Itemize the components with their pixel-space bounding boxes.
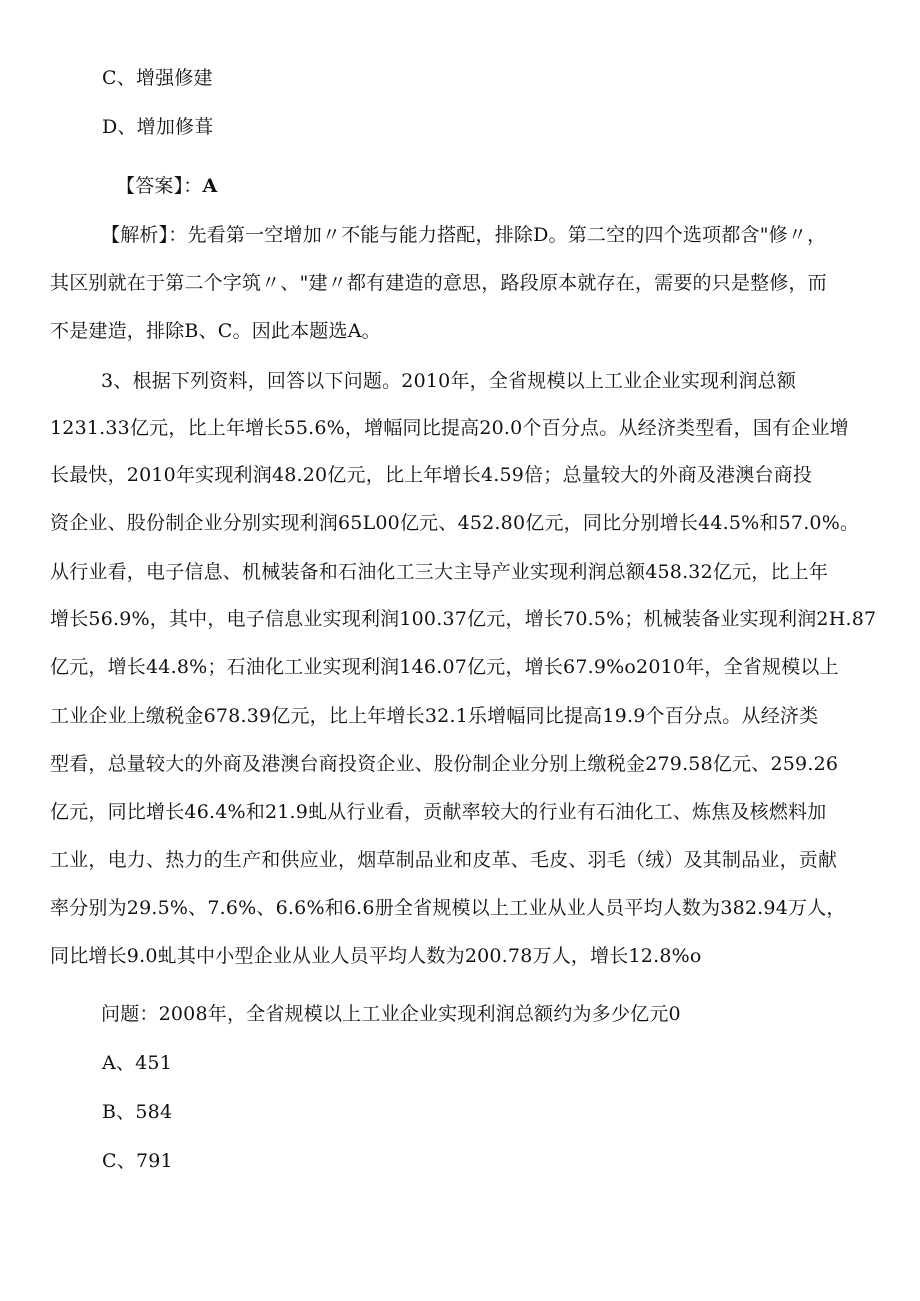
- answer-label: 【答案】：: [116, 175, 203, 197]
- answer-letter: A: [202, 175, 218, 197]
- question-text: 问题：2008年，全省规模以上工业企业实现利润总额约为多少亿元0: [101, 1003, 681, 1025]
- passage-line-3: 长最快，2010年实现利润48.20亿元，比上年增长4.59倍；总量较大的外商及港澳台商投: [50, 464, 813, 486]
- passage-line-4: 资企业、股份制企业分别实现利润65L00亿元、452.80亿元，同比分别增长44.5%和57.0%。: [50, 512, 860, 534]
- explanation-line-1: 【解析】：先看第一空增加〃不能与能力搭配，排除D。第二空的四个选项都含"修〃，: [101, 224, 827, 246]
- option-d-previous: D、增加修葺: [102, 116, 214, 138]
- answer-line: [116, 173, 217, 199]
- passage-line-1: 3、根据下列资料，回答以下问题。2010年，全省规模以上工业企业实现利润总额: [101, 370, 797, 392]
- passage-line-11: 工业，电力、热力的生产和供应业，烟草制品业和皮革、毛皮、羽毛（绒）及其制品业，贡献: [50, 849, 838, 871]
- explanation-line-2: 其区别就在于第二个字筑〃、"建〃都有建造的意思，路段原本就存在，需要的只是整修，而: [50, 272, 827, 294]
- option-c: C、791: [102, 1150, 173, 1172]
- passage-line-7: 亿元，增长44.8%；石油化工业实现利润146.07亿元，增长67.9%o2010年，全省规模以上: [50, 656, 839, 678]
- explanation-line-3: 不是建造，排除B、C。因此本题选A。: [50, 320, 381, 342]
- passage-line-9: 型看，总量较大的外商及港澳台商投资企业、股份制企业分别上缴税金279.58亿元、259.26: [50, 753, 839, 775]
- option-b: B、584: [102, 1101, 173, 1123]
- option-a: A、451: [102, 1052, 172, 1074]
- passage-line-13: 同比增长9.0虬其中小型企业从业人员平均人数为200.78万人，增长12.8%o: [50, 945, 702, 967]
- passage-line-12: 率分别为29.5%、7.6%、6.6%和6.6册全省规模以上工业从业人员平均人数为382.94万人，: [50, 897, 846, 919]
- option-c-previous: C、增强修建: [102, 67, 213, 89]
- passage-line-6: 增长56.9%，其中，电子信息业实现利润100.37亿元，增长70.5%；机械装备业实现利润2H.87: [50, 608, 877, 630]
- passage-line-5: 从行业看，电子信息、机械装备和石油化工三大主导产业实现利润总额458.32亿元，比上年: [50, 561, 829, 583]
- passage-line-10: 亿元，同比增长46.4%和21.9虬从行业看，贡献率较大的行业有石油化工、炼焦及核燃料加: [50, 801, 827, 823]
- passage-line-2: 1231.33亿元，比上年增长55.6%，增幅同比提高20.0个百分点。从经济类型看，国有企业增: [50, 417, 849, 439]
- passage-line-8: 工业企业上缴税金678.39亿元，比上年增长32.1乐增幅同比提高19.9个百分点。从经济类: [50, 705, 819, 727]
